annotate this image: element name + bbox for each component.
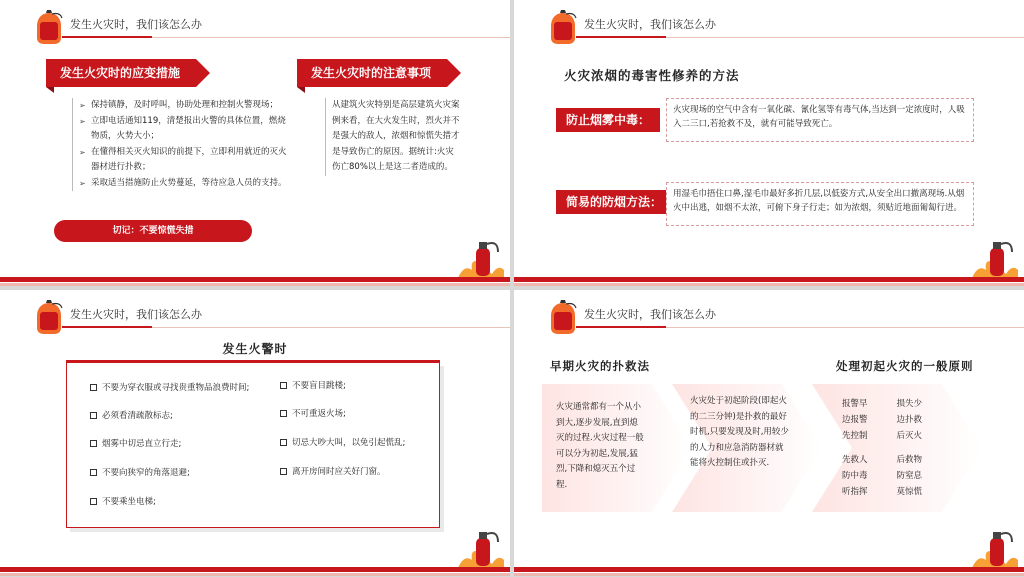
bottom-bar: [514, 277, 1024, 282]
checklist-item: 不可重返火场;: [280, 408, 346, 420]
list-item: ➢ 在懂得相关灭火知识的前提下，立即利用就近的灭火器材进行扑救；: [79, 145, 287, 176]
checklist-item: 烟雾中切忌直立行走;: [90, 438, 181, 450]
rule-row: 边报警 边扑救: [842, 415, 922, 425]
checklist-item: 不要乘坐电梯;: [90, 496, 156, 508]
header-title: 发生火灾时，我们该怎么办: [584, 308, 716, 321]
fire-extinguisher-badge-icon: [548, 10, 578, 46]
bottom-bar: [0, 567, 510, 572]
rule-row: 先控制 后灭火: [842, 431, 922, 441]
slide-3[interactable]: [0, 290, 510, 576]
slide-2[interactable]: [514, 0, 1024, 286]
fire-extinguisher-icon: [458, 524, 504, 568]
section-title: 发生火警时: [222, 342, 288, 356]
bottom-bar-light: [514, 573, 1024, 576]
list-item: ➢ 采取适当措施防止火势蔓延，等待应急人员的支持。: [79, 176, 287, 192]
header-title: 发生火灾时，我们该怎么办: [70, 308, 202, 321]
checkbox-icon: [90, 498, 97, 505]
tag-smoke-prevention: 简易的防烟方法：: [556, 190, 672, 214]
list-item: ➢ 立即电话通知119，清楚报出火警的具体位置，燃烧物质，火势大小；: [79, 114, 287, 145]
section-title: 火灾浓烟的毒害性修养的方法: [564, 68, 740, 83]
bottom-bar-light: [0, 573, 510, 576]
fire-extinguisher-badge-icon: [548, 300, 578, 336]
checkbox-icon: [90, 440, 97, 447]
checkbox-icon: [90, 469, 97, 476]
fire-extinguisher-badge-icon: [34, 10, 64, 46]
fire-extinguisher-icon: [972, 524, 1018, 568]
notes-text: 从建筑火灾特别是高层建筑火灾案例来看，在大火发生时，烈火并不是强大的敌人，浓烟和惊慌失措才是导致伤亡的原因。据统计:火灾伤亡80%以上是这二者造成的。: [325, 98, 460, 176]
heading-principles: 处理初起火灾的一般原则: [836, 359, 974, 373]
paragraph-fire-stages: 火灾通常都有一个从小到大,逐步发展,直到熄灭的过程.火灾过程一般可以分为初起,发展,猛烈,下降和熄灭五个过程.: [556, 402, 644, 490]
fire-extinguisher-icon: [972, 234, 1018, 278]
checklist-item: 必须看清疏散标志;: [90, 410, 173, 422]
checklist-item: 不要为穿衣服或寻找贵重物品浪费时间;: [90, 382, 249, 394]
header-title: 发生火灾时，我们该怎么办: [584, 18, 716, 31]
rule-row: 听指挥 莫惊慌: [842, 487, 922, 497]
header-title: 发生火灾时，我们该怎么办: [70, 18, 202, 31]
checklist-item: 切忌大吵大叫，以免引起慌乱;: [280, 437, 405, 449]
slide-1[interactable]: [0, 0, 510, 286]
header-divider: [62, 37, 510, 38]
checklist-item: 不要向狭窄的角落退避;: [90, 467, 190, 479]
paragraph-early-stage: 火灾处于初起阶段(即起火的二三分钟)是扑救的最好时机,只要发现及时,用较少的人力和应急消防器材就能将火控制住或扑灭.: [690, 396, 789, 468]
checkbox-icon: [280, 382, 287, 389]
fire-extinguisher-badge-icon: [34, 300, 64, 336]
rule-row: 防中毒 防窒息: [842, 471, 922, 481]
fire-extinguisher-icon: [458, 234, 504, 278]
checklist-item: 不要盲目跳楼;: [280, 380, 346, 392]
list-item: ➢ 保持镇静，及时呼叫，协助处理和控制火警现场；: [79, 98, 287, 114]
rule-row: 报警早 损失少: [842, 399, 922, 409]
checkbox-icon: [280, 468, 287, 475]
bottom-bar: [0, 277, 510, 282]
text-smoke-poisoning: 火灾现场的空气中含有一氧化碳、氰化氢等有毒气体,当达到一定浓度时，人吸入二三口,若抢救不及，就有可能导致死亡。: [666, 98, 974, 142]
checkbox-icon: [90, 412, 97, 419]
tag-smoke-poisoning: 防止烟雾中毒：: [556, 108, 660, 132]
checkbox-icon: [280, 410, 287, 417]
bottom-bar: [514, 567, 1024, 572]
checkbox-icon: [280, 439, 287, 446]
checklist-frame-top: [66, 360, 440, 363]
header-divider: [62, 327, 510, 328]
measures-list: [72, 98, 287, 191]
rule-row: 先救人 后救物: [842, 455, 922, 465]
header-divider: [576, 327, 1024, 328]
header-divider: [576, 37, 1024, 38]
ribbon-right: 发生火灾时的注意事项: [297, 59, 447, 87]
checklist-item: 离开房间时应关好门窗。: [280, 466, 386, 478]
text-smoke-prevention: 用湿毛巾捂住口鼻,湿毛巾最好多折几层,以低姿方式,从安全出口撤离现场.从烟火中出逃，如烟不太浓，可俯下身子行走；如为浓烟，须贴近地面匍匐行进。: [666, 182, 974, 226]
checkbox-icon: [90, 384, 97, 391]
ribbon-left: 发生火灾时的应变措施: [46, 59, 196, 87]
slide-4[interactable]: [514, 290, 1024, 576]
heading-early-fire: 早期火灾的扑救法: [550, 359, 650, 373]
bottom-bar-light: [514, 283, 1024, 286]
bottom-bar-light: [0, 283, 510, 286]
reminder-pill: 切记：不要惊慌失措: [54, 220, 252, 242]
